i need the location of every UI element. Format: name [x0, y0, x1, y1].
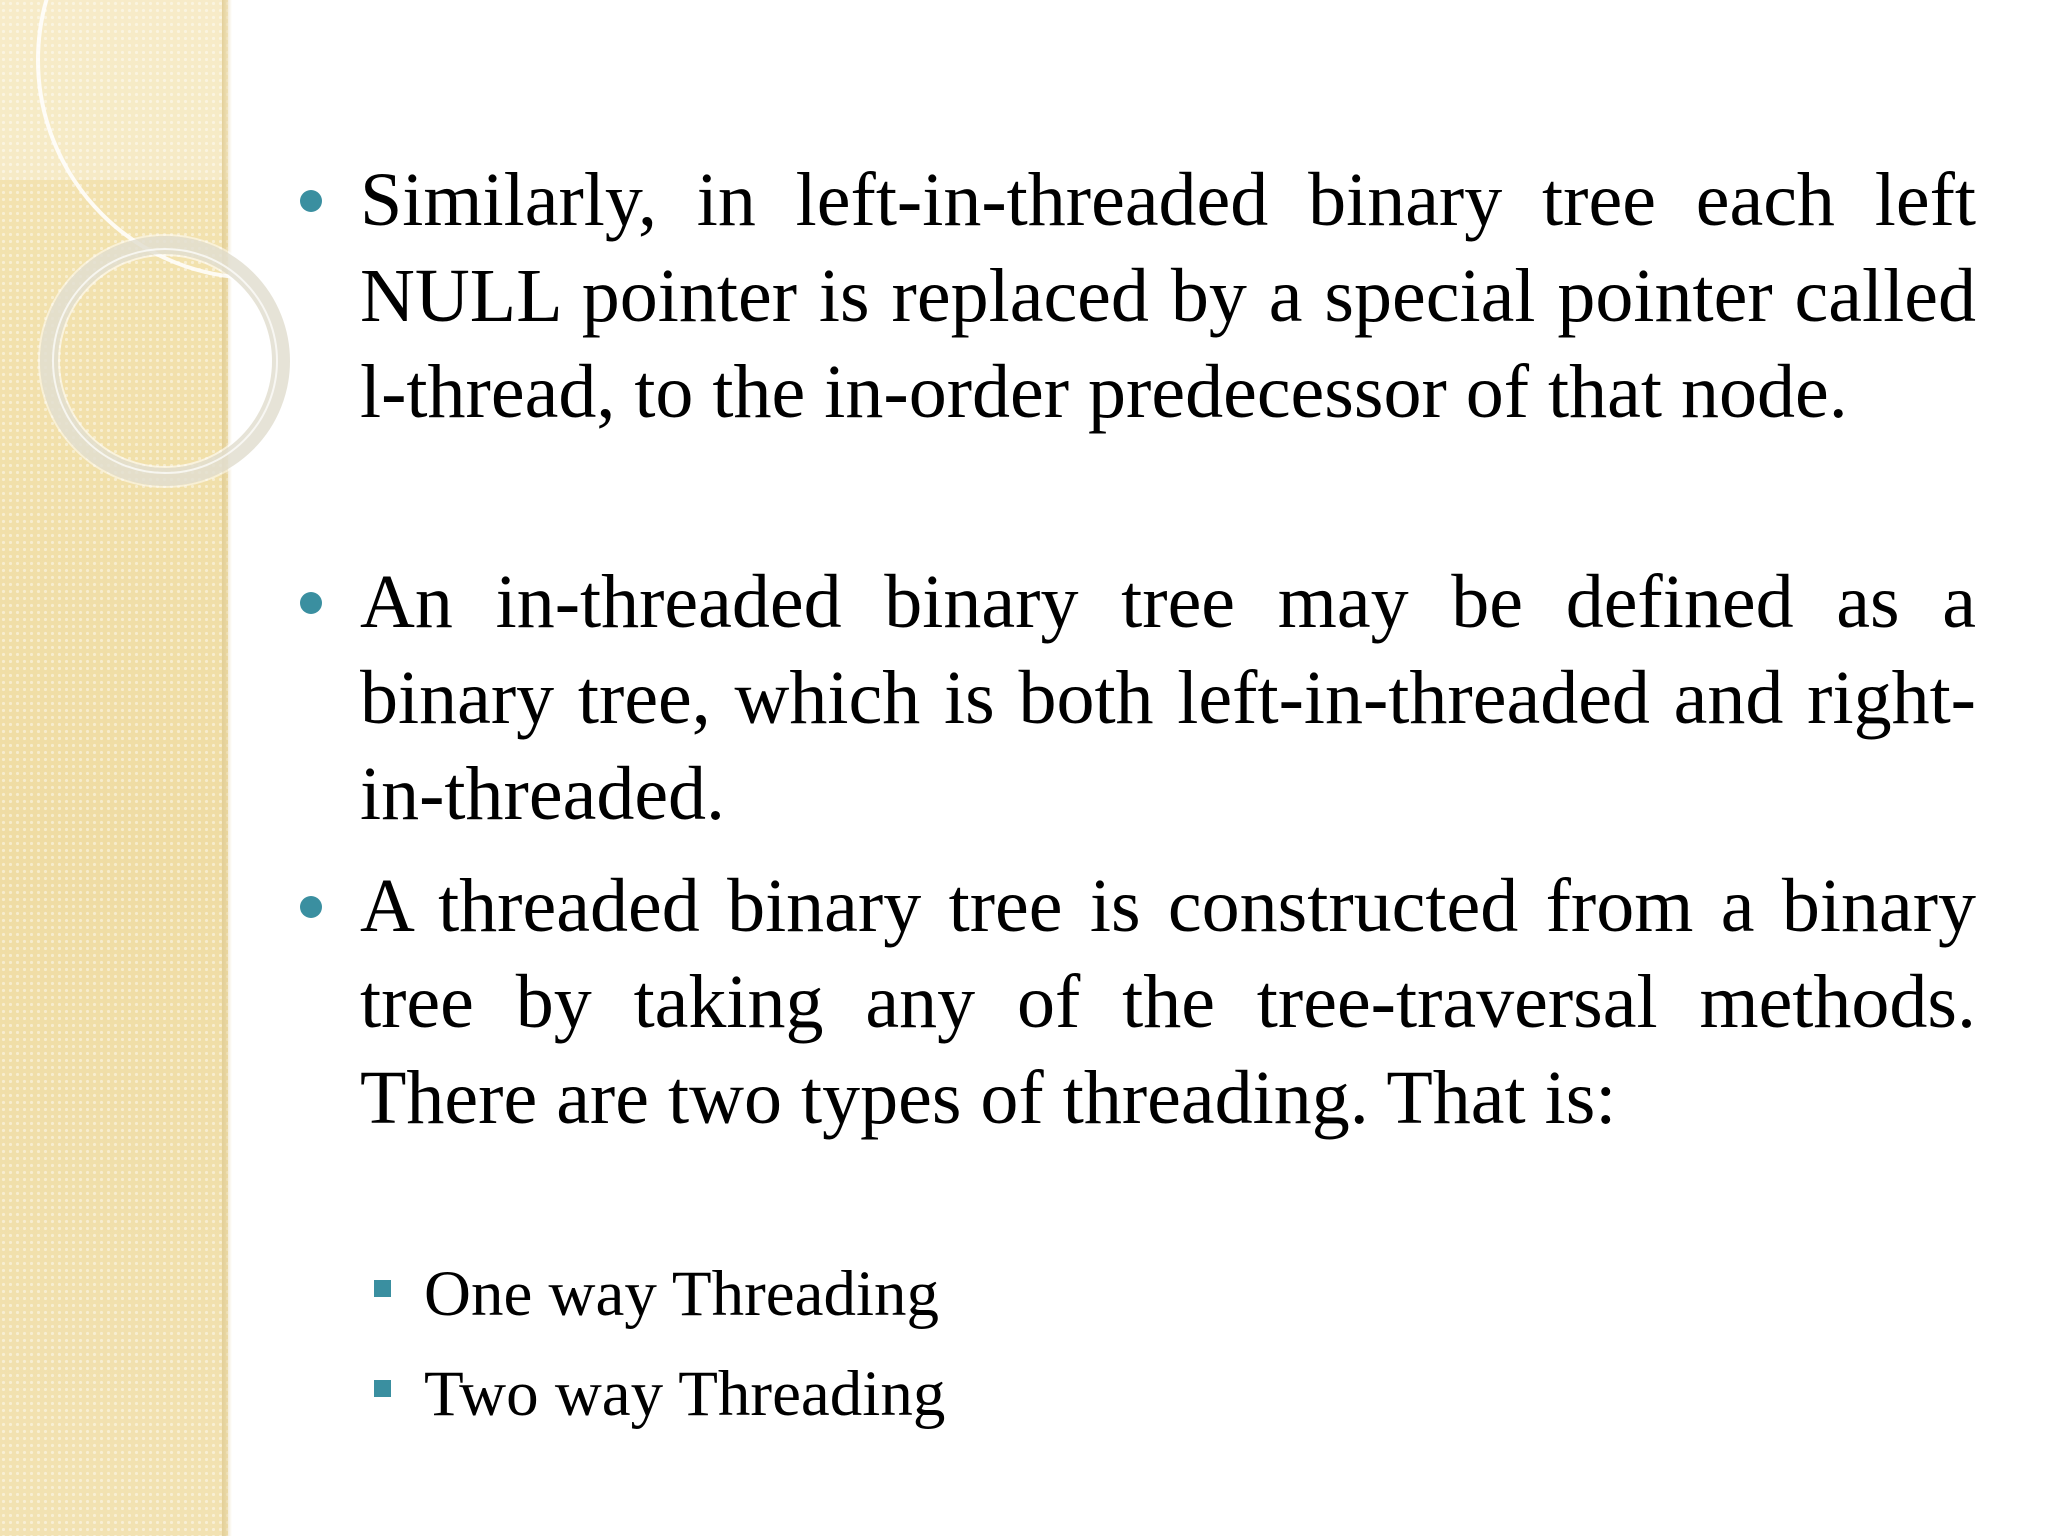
sub-item-one-way: One way Threading — [424, 1258, 940, 1330]
bullet-dot-icon — [300, 592, 322, 614]
sub-bullet-square-icon — [374, 1280, 391, 1297]
sub-item-two-way: Two way Threading — [424, 1358, 946, 1430]
sub-bullet-square-icon — [374, 1380, 391, 1397]
bullet-item-3: A threaded binary tree is constructed from a binary tree by taking any of the tree-traversal methods. There are two types of threading. That is: — [360, 864, 1976, 1140]
bullet-item-2: An in-threaded binary tree may be defined as a binary tree, which is both left-in-threaded and right-in-threaded. — [360, 560, 1976, 836]
bullet-item-1: Similarly, in left-in-threaded binary tree each left NULL pointer is replaced by a special pointer called l-thread, to the in-order predecessor of that node. — [360, 158, 1976, 434]
bullet-dot-icon — [300, 896, 322, 918]
bullet-dot-icon — [300, 190, 322, 212]
